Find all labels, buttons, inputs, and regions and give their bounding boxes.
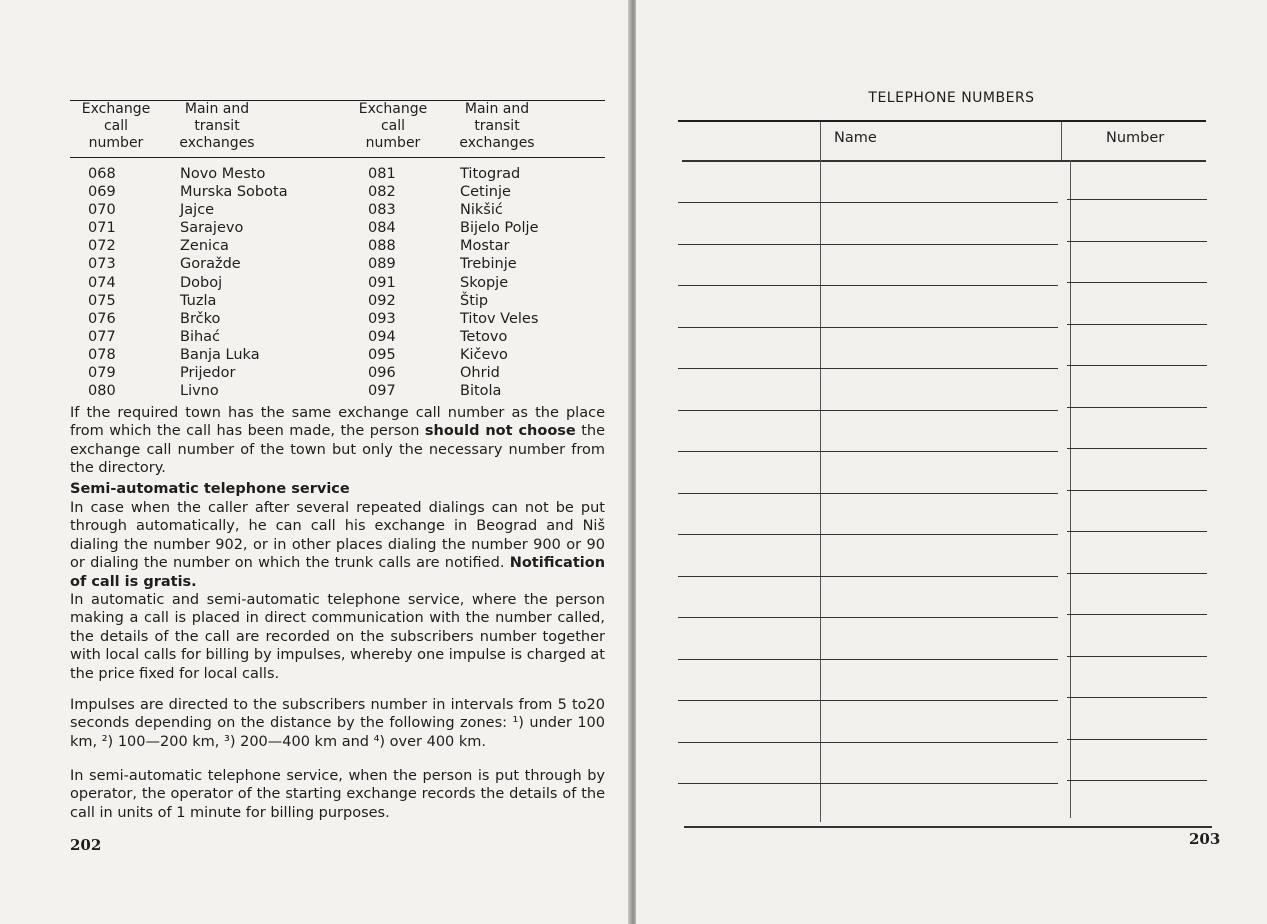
table-cell-num: 083 [368, 202, 396, 219]
column-header-name: Name [834, 130, 877, 146]
table-cell-num: 081 [368, 166, 396, 182]
table-cell-num: 074 [88, 274, 116, 291]
page-number-left: 202 [70, 836, 102, 854]
page-number-right: 203 [1189, 830, 1221, 848]
page-title: TELEPHONE NUMBERS [868, 90, 1035, 106]
name-entry-line [678, 285, 1058, 286]
table-cell-name: Banja Luka [180, 346, 260, 363]
table-cell-name: Titov Veles [460, 310, 539, 327]
table-cell-name: Brčko [180, 310, 221, 327]
number-entry-line [1067, 573, 1207, 574]
number-entry-line [1067, 282, 1207, 283]
table-cell-name: Bijelo Polje [460, 220, 539, 237]
number-entry-line [1067, 739, 1207, 740]
table-cell-name: Tetovo [460, 328, 508, 345]
table-cell-num: 078 [88, 346, 116, 363]
number-entry-line [1067, 490, 1207, 491]
table-cell-num: 088 [368, 238, 396, 255]
table-cell-num: 082 [368, 184, 396, 201]
table-cell-name: Livno [180, 383, 219, 400]
table-cell-num: 069 [88, 184, 116, 201]
table-cell-name: Bitola [460, 383, 502, 400]
form-top-rule [678, 120, 1206, 122]
table-cell-num: 084 [368, 220, 396, 237]
table-cell-num: 072 [88, 238, 116, 255]
name-entry-line [678, 451, 1058, 452]
table-cell-name: Kičevo [460, 346, 508, 363]
table-cell-name: Jajce [180, 202, 215, 219]
header-exchange-call-number-2: Exchange call number [358, 101, 428, 151]
table-cell-name: Ohrid [460, 365, 500, 382]
header-main-transit-exchanges-2: Main and transit exchanges [459, 101, 535, 151]
table-cell-name: Nikšić [460, 202, 503, 219]
billing-paragraph: In automatic and semi-automatic telephone service, where the person making a call is placed in direct communication with the number called, the details of the call are recorded on the subscribers number together with local calls for billing by impulses, whereby one impulse is charged at the price fixed for local calls. [70, 592, 605, 682]
number-entry-line [1067, 241, 1207, 242]
exchange-name-column-1 [180, 165, 340, 400]
table-cell-name: Novo Mesto [180, 166, 266, 182]
table-cell-num: 095 [368, 346, 396, 363]
name-entry-line [678, 576, 1058, 577]
table-cell-name: Prijedor [180, 365, 236, 382]
semi-automatic-paragraph: In case when the caller after several repeated dialings can not be put through automatically, he can call his exchange in Beograd and Niš dialing the number 902, or in other places dialing the number 900 or 90 or dialing the number on which the trunk calls are notified. Notification of call is gratis. [70, 500, 606, 590]
exchange-name-column-2 [460, 165, 610, 400]
table-cell-name: Mostar [460, 238, 510, 255]
header-main-transit-exchanges-1: Main and transit exchanges [179, 101, 255, 151]
table-cell-num: 080 [88, 383, 116, 400]
left-page [0, 0, 632, 924]
number-entry-line [1067, 780, 1207, 781]
table-cell-num: 092 [368, 292, 396, 309]
number-entry-line [1067, 697, 1207, 698]
number-entry-line [1067, 365, 1207, 366]
name-entry-line [678, 617, 1058, 618]
table-cell-name: Sarajevo [180, 220, 244, 237]
table-cell-name: Murska Sobota [180, 184, 288, 201]
table-cell-num: 097 [368, 383, 396, 400]
impulses-paragraph: Impulses are directed to the subscribers number in intervals from 5 to20 seconds depending on the distance by the following zones: ¹) under 100 km, ²) 100—200 km, ³) 200—400 km and ⁴) over 400 km. [70, 697, 605, 750]
name-entry-line [678, 493, 1058, 494]
name-entry-line [678, 244, 1058, 245]
column-header-number: Number [1106, 130, 1165, 146]
name-entry-line [678, 327, 1058, 328]
operator-paragraph: In semi-automatic telephone service, when the person is put through by operator, the operator of the starting exchange records the details of the call in units of 1 minute for billing purposes. [70, 768, 605, 821]
right-page [636, 0, 1267, 924]
table-cell-name: Goražde [180, 256, 241, 273]
form-bottom-rule [684, 826, 1212, 828]
table-cell-num: 093 [368, 310, 396, 327]
table-header-rule [70, 157, 605, 158]
table-cell-num: 075 [88, 292, 116, 309]
number-entry-line [1067, 324, 1207, 325]
number-column-divider-top [1061, 122, 1062, 160]
table-cell-num: 094 [368, 328, 396, 345]
table-cell-num: 068 [88, 166, 116, 182]
name-entry-line [678, 368, 1058, 369]
name-entry-line [678, 410, 1058, 411]
number-entry-line [1067, 531, 1207, 532]
table-cell-num: 073 [88, 256, 116, 273]
table-cell-name: Bihać [180, 328, 221, 345]
table-cell-num: 091 [368, 274, 396, 291]
same-number-paragraph: If the required town has the same exchange call number as the place from which the call has been made, the person should not choose the exchange call number of the town but only the necessary number from the directory. [70, 405, 605, 477]
exchange-number-column-1 [88, 165, 138, 400]
table-cell-num: 076 [88, 310, 116, 327]
table-cell-name: Titograd [460, 166, 521, 182]
exchange-number-column-2 [368, 165, 418, 400]
form-header-rule [682, 160, 1206, 162]
table-cell-name: Zenica [180, 238, 229, 255]
table-cell-name: Trebinje [460, 256, 517, 273]
name-entry-line [678, 534, 1058, 535]
number-entry-line [1067, 656, 1207, 657]
section-heading: Semi-automatic telephone service [70, 481, 350, 497]
table-cell-name: Tuzla [180, 292, 217, 309]
name-entry-line [678, 700, 1058, 701]
name-entry-line [678, 202, 1058, 203]
table-cell-name: Skopje [460, 274, 509, 291]
name-entry-line [678, 659, 1058, 660]
table-cell-num: 070 [88, 202, 116, 219]
table-cell-name: Štip [460, 292, 489, 309]
table-cell-num: 089 [368, 256, 396, 273]
table-cell-num: 077 [88, 328, 116, 345]
table-cell-num: 096 [368, 365, 396, 382]
number-entry-line [1067, 448, 1207, 449]
table-cell-num: 079 [88, 365, 116, 382]
number-entry-line [1067, 407, 1207, 408]
table-cell-name: Doboj [180, 274, 223, 291]
name-entry-line [678, 742, 1058, 743]
number-entry-line [1067, 614, 1207, 615]
number-entry-line [1067, 199, 1207, 200]
table-cell-num: 071 [88, 220, 116, 237]
name-column-divider [820, 122, 821, 822]
name-entry-line [678, 783, 1058, 784]
header-exchange-call-number-1: Exchange call number [81, 101, 151, 151]
table-cell-name: Cetinje [460, 184, 511, 201]
